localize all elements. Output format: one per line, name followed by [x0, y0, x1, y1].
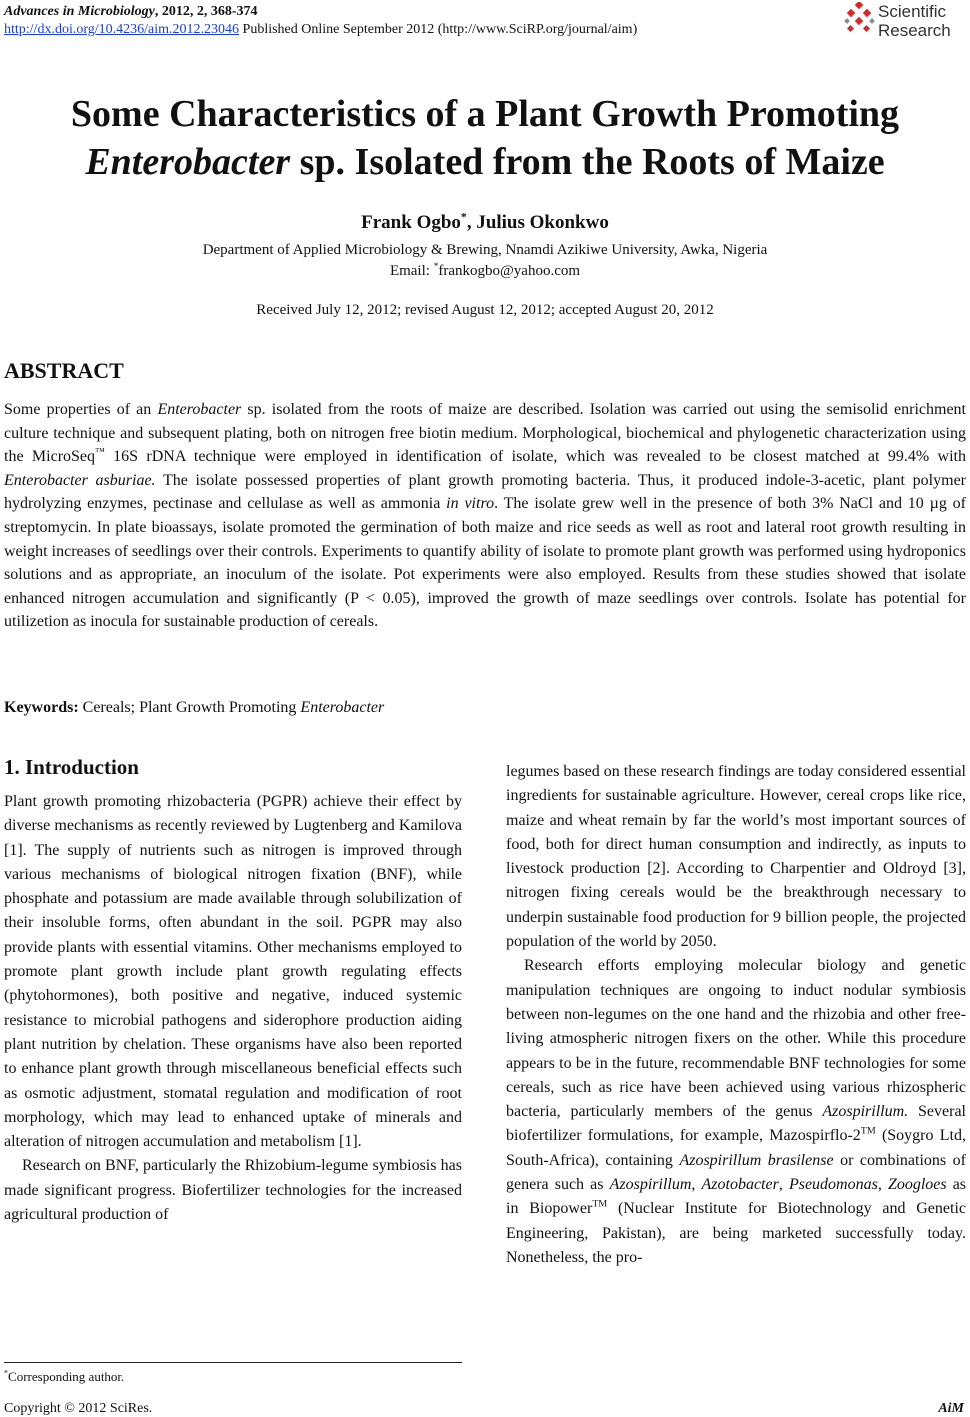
title-genus: Enterobacter: [85, 141, 291, 183]
intro-paragraph-2: Research on BNF, particularly the Rhizobium-legume symbiosis has made significant progress. Biofertilizer technologies for the increased agricultural production of: [4, 1157, 462, 1224]
paragraph-part: or combinations of genera such as: [506, 1151, 966, 1194]
received-dates: Received July 12, 2012; revised August 12, 2012; accepted August 20, 2012: [256, 302, 714, 318]
journal-citation: [4, 3, 637, 21]
footnote-text: Corresponding author.: [8, 1369, 125, 1384]
publisher-logo-icon: [844, 2, 876, 38]
genus-italic: Azotobacter: [701, 1176, 779, 1194]
intro-paragraph-4: [506, 954, 966, 1270]
keywords-text: Cereals; Plant Growth Promoting: [78, 699, 301, 716]
genus-italic: Zoogloes: [887, 1176, 947, 1194]
title-line-2-rest: sp. Isolated from the Roots of Maize: [290, 141, 885, 183]
department: Department of Applied Microbiology & Brewing, Nnamdi Azikiwe University, Awka, Nigeria: [202, 242, 768, 258]
email-label: Email:: [389, 263, 434, 279]
abstract-italic: in vitro: [446, 495, 495, 513]
right-column: [506, 760, 966, 1270]
logo-line-2: Research: [878, 21, 951, 40]
email-mark: *: [433, 262, 439, 272]
left-column: [4, 790, 462, 1227]
keywords-italic: Enterobacter: [300, 699, 385, 716]
paragraph-part: as in Biopower: [506, 1176, 967, 1218]
scientific-research-logo: [844, 2, 966, 42]
trademark-mark: TM: [860, 1126, 876, 1138]
published-text: Published Online September 2012 (http://www.SciRP.org/journal/aim): [239, 22, 638, 37]
journal-issue: , 2012, 2, 368-374: [154, 4, 258, 19]
title-line-2: [0, 138, 970, 186]
paragraph-part: (Nuclear Institute for Biotechnology and Genetic Engineering, Pakistan), are being marketed successfully today. Nonetheless, the pro-: [506, 1200, 966, 1266]
paper-title: [0, 90, 970, 186]
genus-italic: Azospirillum: [609, 1176, 692, 1194]
section-heading-introduction: 1. Introduction: [4, 755, 139, 779]
abstract-part: sp. isolated from the roots of maize are described. Isolation was carried out using the semisolid enrichment culture technique and subsequent plating, both on nitrogen free biotin medium. Morphological, biochemical and phylogenetic characterization using the MicroSeq: [4, 401, 966, 466]
paragraph-part: ,: [877, 1176, 888, 1194]
abstract-italic: Enterobacter: [157, 401, 242, 418]
paragraph-part: ,: [778, 1176, 789, 1194]
authors: [0, 212, 970, 234]
trademark-mark: TM: [592, 1199, 608, 1211]
email-address: frankogbo@yahoo.com: [438, 263, 581, 279]
abstract-part: . The isolate grew well in the presence of both 3% NaCl and 10 µg of streptomycin. In plate bioassays, isolate promoted the germination of both maize and rice seeds as well as root and lateral root growth resulting in weight increases of seedlings over their controls. Experiments to quantify ability of isolate to promote plant growth was performed using hydroponics solutions and as appropriate, an inoculum of the isolate. Pot experiments were also employed. Results from these studies showed that isolate enhanced nitrogen accumulation and significantly (P < 0.05), improved the growth of maze seedlings over controls. Isolate has potential for utilizetion as inocula for sustainable production of cereals.: [4, 495, 967, 631]
title-line-1: Some Characteristics of a Plant Growth Promoting: [70, 93, 900, 135]
abstract-heading: ABSTRACT: [4, 358, 124, 383]
genus-italic: Azospirillum brasilense: [679, 1151, 834, 1169]
paragraph-part: (Soygro Ltd, South-Africa), containing: [506, 1127, 966, 1169]
footnote-divider: [4, 1362, 462, 1363]
trademark-mark: ™: [95, 446, 105, 458]
paragraph-part: ,: [691, 1176, 702, 1194]
intro-paragraph-3: legumes based on these research findings are today considered essential ingredients for sustainable agriculture. However, cereal crops like rice, maize and wheat remain by far the world’s most important sources of food, both for direct human consumption and indirectly, as inputs to livestock production [2]. According to Charpentier and Oldroyd [3], nitrogen fixing cereals would be the breakthrough necessary to underpin sustainable food production for 9 billion people, the projected population of the world by 2050.: [506, 763, 966, 951]
abstract-part: 16S rDNA technique were employed in identification of isolate, which was revealed to be closest matched at 99.4% with: [104, 448, 966, 466]
copyright: Copyright © 2012 SciRes.: [4, 1401, 153, 1416]
journal-abbreviation: AiM: [938, 1401, 964, 1416]
author-1: Frank Ogbo: [361, 212, 461, 233]
abstract-part: Some properties of an: [4, 401, 158, 418]
paragraph-part: Several biofertilizer formulations, for example, Mazospirflo-2: [506, 1103, 967, 1145]
keywords-label: Keywords:: [4, 699, 79, 716]
genus-italic: Azospirillum.: [822, 1103, 909, 1121]
journal-name: Advances in Microbiology: [4, 4, 155, 19]
abstract-italic: Enterobacter asburiae.: [4, 471, 156, 489]
corresponding-mark: *: [460, 210, 467, 224]
author-2: , Julius Okonkwo: [466, 212, 609, 233]
journal-header: [4, 3, 637, 39]
genus-italic: Pseudomonas: [788, 1176, 878, 1194]
keywords: [4, 699, 384, 717]
footnote-mark: *: [4, 1368, 9, 1378]
email-line: [0, 261, 970, 282]
abstract-text: [4, 398, 966, 634]
footnote: [4, 1369, 124, 1385]
paragraph-part: Research efforts employing molecular biology and genetic manipulation techniques are ongoing to induct nodular symbiosis between non-legumes on the one hand and the rhizobia and other free-living atmospheric nitrogen fixers on the other. While this procedure appears to be in the future, recommendable BNF technologies for some cereals, such as rice have been achieved using various rhizospheric bacteria, particularly members of the genus: [506, 957, 966, 1121]
intro-paragraph-1: Plant growth promoting rhizobacteria (PGPR) achieve their effect by diverse mechanisms as recently reviewed by Lugtenberg and Kamilova [1]. The supply of nutrients such as nitrogen is improved through various mechanisms of biological nitrogen fixation (BNF), while phosphate and potassium are made available through solubilization of their insoluble forms, often abundant in the soil. PGPR may also provide plants with essential vitamins. Other mechanisms employed to promote plant growth include plant growth regulating effects (phytohormones), both positive and negative, induced systemic resistance to microbial pathogens and siderophore production aiding plant nutrition by chelation. These organisms have also been reported to enhance plant growth through miscellaneous beneficial effects such as osmotic adjustment, stomatal regulation and modification of root morphology, which may lead to enhanced uptake of minerals and alteration of nitrogen accumulation and metabolism [1].: [4, 793, 462, 1151]
abstract-part: The isolate possessed properties of plant growth promoting bacteria. Thus, it produced indole-3-acetic, plant polymer hydrolyzing enzymes, pectinase and cellulase as well as ammonia: [4, 471, 967, 513]
doi-link[interactable]: http://dx.doi.org/10.4236/aim.2012.23046: [4, 22, 240, 37]
logo-line-1: Scientific: [878, 2, 947, 21]
affiliation: [0, 240, 970, 282]
